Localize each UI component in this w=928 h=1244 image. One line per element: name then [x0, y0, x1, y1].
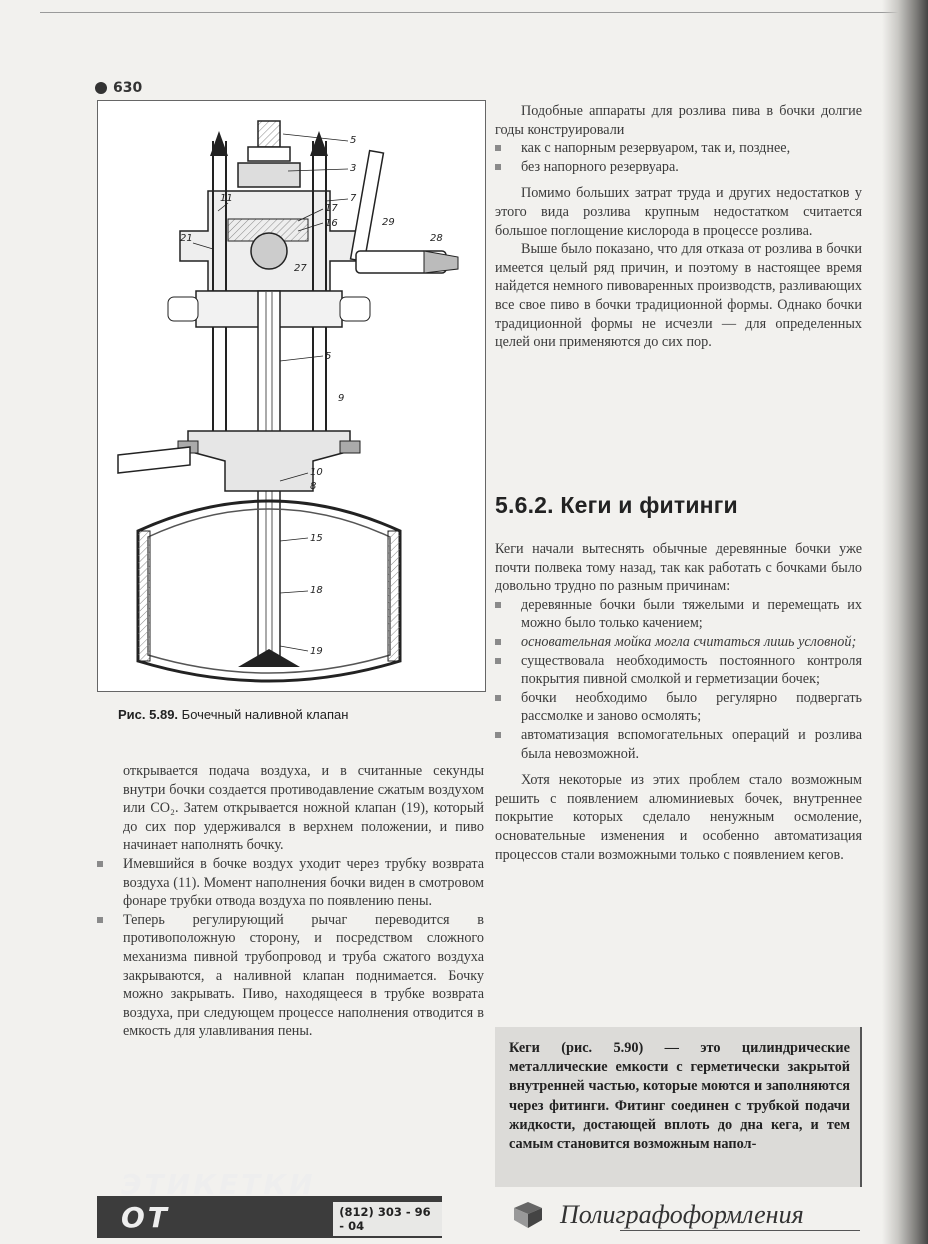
callout-label: 7	[350, 193, 357, 204]
definition-text: Кеги (рис. 5.90) — это цилиндрические металлические емкости с герметически закрытой внутренней частью, которые моются и заполняются через фитинги. Фитинг соединен с трубкой подачи жидкости, достающей вплоть до дна кега, и тем самым становится возможным напол-	[509, 1040, 850, 1153]
foot-valve	[238, 649, 300, 667]
barrel-problems-list	[495, 596, 862, 763]
page-number	[95, 80, 142, 96]
callout-label: 11	[220, 193, 233, 204]
list-item: без напорного резервуара.	[495, 158, 862, 177]
intro-paragraph: Подобные аппараты для розлива пива в бочки долгие годы конструировали	[495, 103, 862, 138]
callout-label: 21	[180, 233, 193, 244]
callout-label: 3	[350, 163, 357, 174]
list-item: автоматизация вспомогательных операций и розлива была невозможной.	[495, 726, 862, 763]
brand-logo-icon	[510, 1200, 546, 1230]
footer-advert-stamp	[97, 1168, 442, 1238]
page-marker-icon	[95, 82, 107, 94]
left-bullet-list	[97, 855, 484, 1041]
list-item: существовала необходимость постоянного контроля покрытия пивной смолкой и герметизации бочек;	[495, 652, 862, 689]
callout-label: 8	[310, 481, 317, 492]
callout-label: 28	[430, 233, 443, 244]
page-number-text: 630	[113, 80, 143, 96]
right-column-bottom	[495, 540, 862, 864]
left-column	[97, 762, 484, 1041]
footer-rule	[620, 1230, 860, 1231]
footer-stamp-text: ЭТИКЕТКИ ОТ	[121, 1168, 316, 1234]
page-gutter-shadow	[882, 0, 928, 1244]
list-item: основательная мойка могла считаться лишь условной;	[495, 633, 862, 652]
list-item: бочки необходимо было регулярно подвергать рассмолке и заново осмолять;	[495, 689, 862, 726]
valve-illustration	[98, 101, 485, 691]
list-item: Имевшийся в бочке воздух уходит через трубку возврата воздуха (11). Момент наполнения бочки виден в смотровом фонаре трубки отвода воздуха по появлению пены.	[97, 855, 484, 911]
footer-phone: (812) 303 - 96 - 04	[333, 1202, 442, 1236]
callout-label: 27	[294, 263, 307, 274]
top-knob	[258, 121, 280, 147]
section-title: 5.6.2. Кеги и фитинги	[495, 492, 738, 518]
callout-label: 10	[310, 467, 323, 478]
paragraph: Выше было показано, что для отказа от розлива в бочки имеется целый ряд причин, и поэтому в настоящее время найдется немного пивоваренных производств, разливающих все свое пиво в бочки традиционной формы. Однако бочки традиционной формы не исчезли — для определенных целей они применяются до сих пор.	[495, 241, 862, 351]
callout-label: 16	[325, 218, 338, 229]
callout-label: 5	[350, 135, 357, 146]
callout-label: 18	[310, 585, 323, 596]
paragraph: Хотя некоторые из этих проблем стало возможным решить с появлением алюминиевых бочек, внутреннее покрытие которых сделало ненужным осмоление, основательные изменения и особенно автоматизация процессов стали возможными только с появлением кегов.	[495, 772, 862, 863]
figure-caption	[118, 707, 348, 722]
list-item: Теперь регулирующий рычаг переводится в противоположную сторону, и посредством сложного механизма пивной трубопровод и труба сжатого воздуха закрываются, а наливной клапан поднимается. Бочку можно закрывать. Пиво, находящееся в трубке возврата воздуха, при следующем процессе наполнения отводится в емкость для улавливания пены.	[97, 911, 484, 1041]
brand-name: Полиграфоформления	[560, 1200, 804, 1229]
definition-box	[495, 1027, 862, 1187]
figure-caption-label: Рис. 5.89.	[118, 707, 179, 722]
callout-label: 29	[382, 217, 395, 228]
top-rule	[40, 12, 900, 13]
left-continuation-paragraph: открывается подача воздуха, и в считанные секунды внутри бочки создается противодавление сжатым воздухом или CO₂. Затем открывается ножной клапан (19), который до сих пор удерживался в верхнем положении, и пиво начинает наполнять бочку.	[123, 763, 484, 854]
callout-label: 15	[310, 533, 323, 544]
callout-label: 9	[338, 393, 345, 404]
figure-caption-text: Бочечный наливной клапан	[181, 707, 349, 722]
paragraph: Помимо больших затрат труда и других недостатков у этого вида розлива крупным недостатком считается большое поглощение кислорода в процессе розлива.	[495, 185, 862, 239]
list-item: деревянные бочки были тяжелыми и перемещать их можно было только качением;	[495, 596, 862, 633]
paragraph: Кеги начали вытеснять обычные деревянные бочки уже почти полвека тому назад, так как работать с бочками было довольно трудно по разным причинам:	[495, 541, 862, 595]
right-column-top	[495, 102, 862, 352]
list-item: как с напорным резервуаром, так и, позднее,	[495, 139, 862, 158]
callout-label: 17	[325, 203, 338, 214]
figure-valve-drawing	[97, 100, 486, 692]
callout-label: 5	[325, 351, 332, 362]
constructor-bullet-list	[495, 139, 862, 176]
footer-brand	[510, 1200, 804, 1230]
callout-label: 19	[310, 646, 323, 657]
